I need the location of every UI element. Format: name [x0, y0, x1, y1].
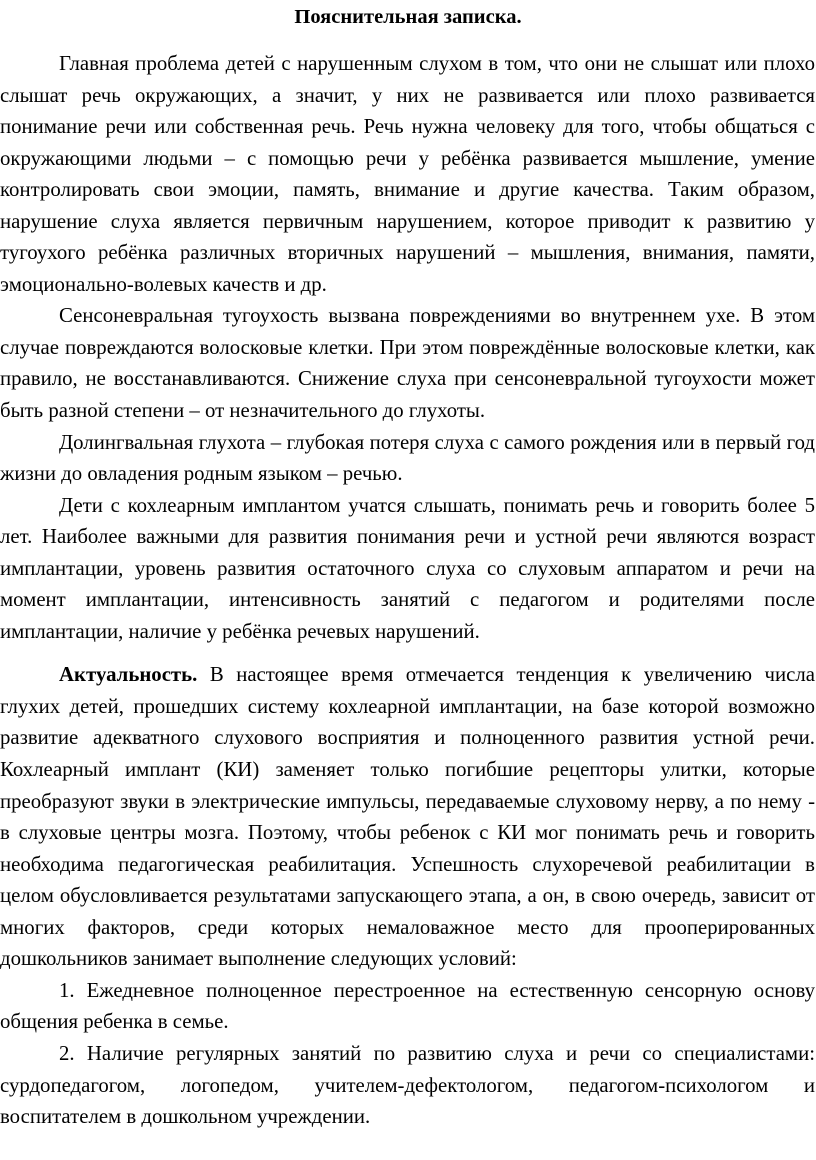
paragraph-relevance	[0, 659, 815, 974]
relevance-heading: Актуальность.	[59, 663, 198, 687]
list-item-regular-sessions: 2. Наличие регулярных занятий по развитию слуха и речи со специалистами: сурдопедагогом, логопедом, учителем-дефектологом, педагогом-психологом и воспитателем в дошкольном учреждении.	[0, 1041, 815, 1129]
document-title: Пояснительная записка.	[294, 6, 522, 28]
paragraph-prelingual: Долингвальная глухота – глубокая потеря слуха с самого рождения или в первый год жизни до овладения родным языком – речью.	[0, 430, 815, 486]
relevance-text: В настоящее время отмечается тенденция к увеличению числа глухих детей, прошедших систему кохлеарной имплантации, на базе которой возможно развитие адекватного слухового восприятия и полноценного развития устной речи. Кохлеарный имплант (КИ) заменяет только погибшие рецепторы улитки, которые преобразуют звуки в электрические импульсы, передаваемые слуховому нерву, а по нему - в слуховые центры мозга. Поэтому, чтобы ребенок с КИ мог понимать речь и говорить необходима педагогическая реабилитация. Успешность слухоречевой реабилитации в целом обусловливается результатами запускающего этапа, а он, в свою очередь, зависит от многих факторов, среди которых немаловажное место для прооперированных дошкольников занимает выполнение следующих условий:	[0, 663, 815, 971]
document-body	[0, 48, 815, 1133]
list-item-daily-communication: 1. Ежедневное полноценное перестроенное на естественную сенсорную основу общения ребенка в семье.	[0, 978, 815, 1034]
paragraph-cochlear-implant: Дети с кохлеарным имплантом учатся слышать, понимать речь и говорить более 5 лет. Наиболее важными для развития понимания речи и устной речи являются возраст имплантации, уровень развития остаточного слуха со слуховым аппаратом и речи на момент имплантации, интенсивность занятий с педагогом и родителями после имплантации, наличие у ребёнка речевых нарушений.	[0, 493, 815, 643]
paragraph-sensorineural: Сенсоневральная тугоухость вызвана повреждениями во внутреннем ухе. В этом случае повреждаются волосковые клетки. При этом повреждённые волосковые клетки, как правило, не восстанавливаются. Снижение слуха при сенсоневральной тугоухости может быть разной степени – от незначительного до глухоты.	[0, 304, 815, 423]
paragraph-hearing-problem: Главная проблема детей с нарушенным слухом в том, что они не слышат или плохо слышат речь окружающих, а значит, у них не развивается или плохо развивается понимание речи или собственная речь. Речь нужна человеку для того, чтобы общаться с окружающими людьми – с помощью речи у ребёнка развивается мышление, умение контролировать свои эмоции, память, внимание и другие качества. Таким образом, нарушение слуха является первичным нарушением, которое приводит к развитию у тугоухого ребёнка различных вторичных нарушений – мышления, внимания, памяти, эмоционально-волевых качеств и др.	[0, 52, 815, 296]
